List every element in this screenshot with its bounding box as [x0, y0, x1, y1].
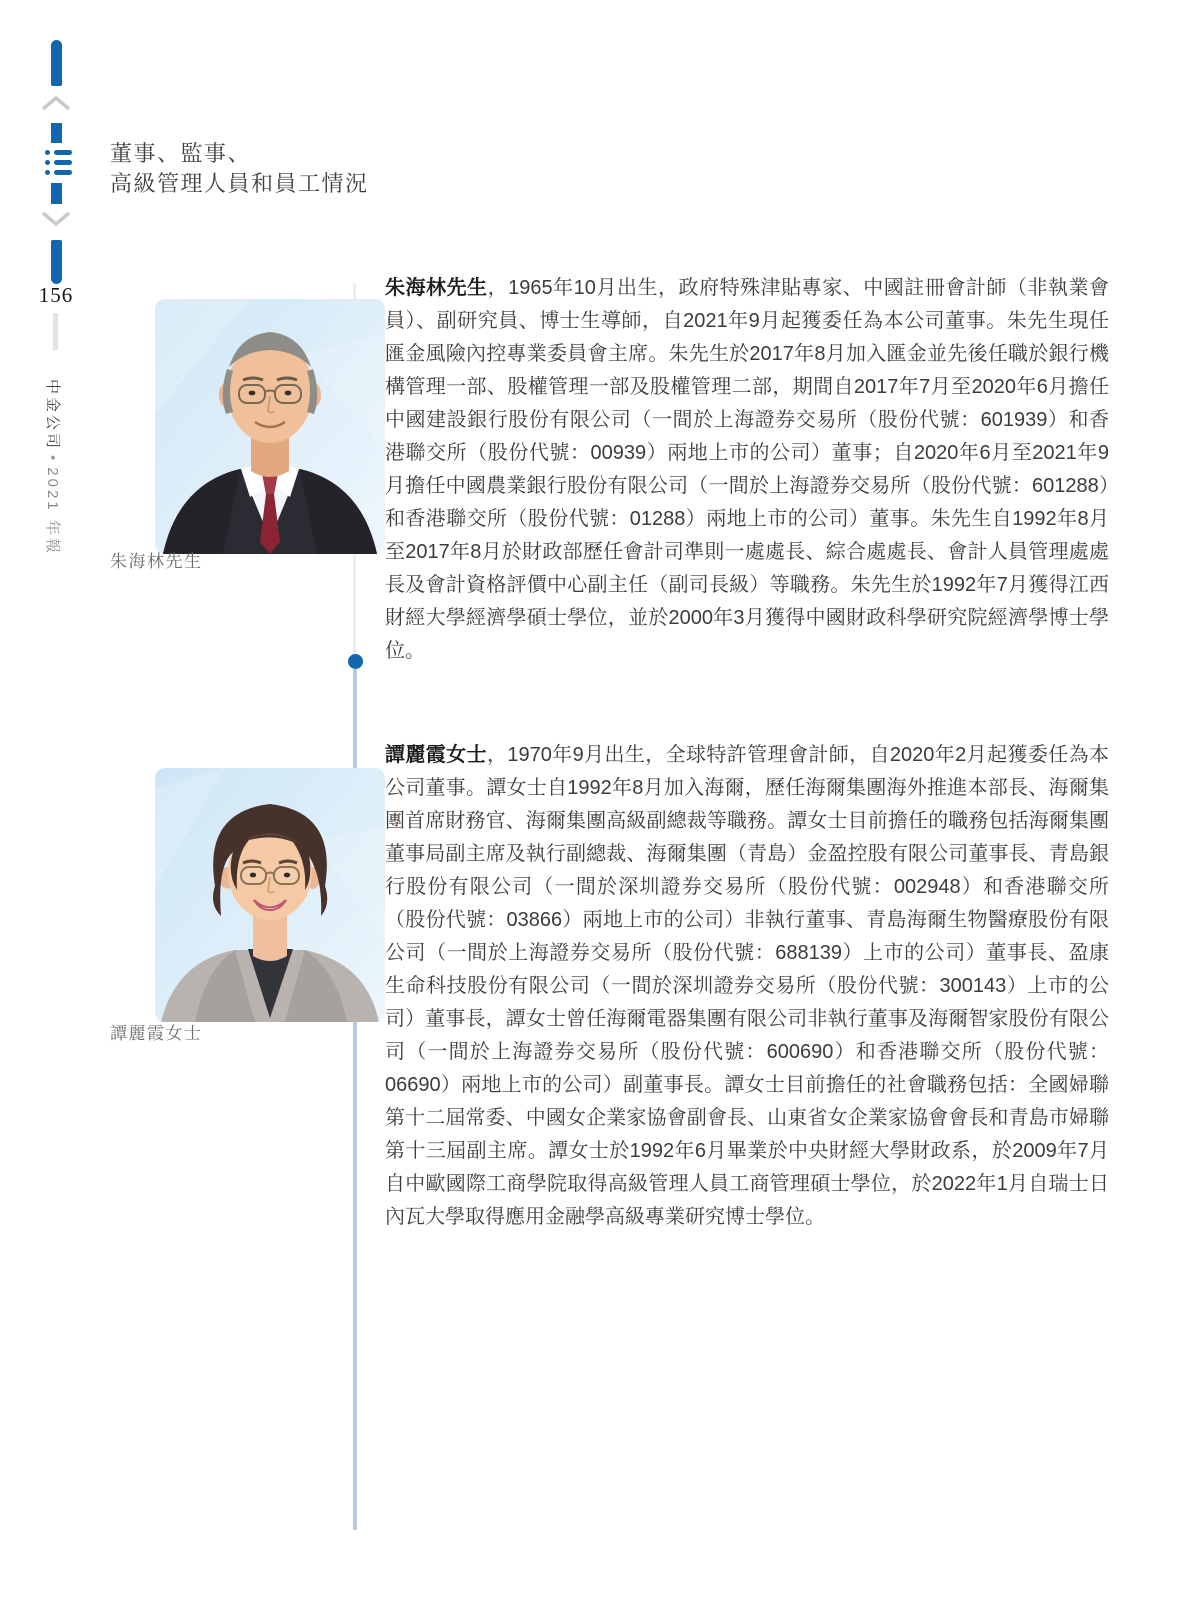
report-year: 2021 年報 [44, 467, 61, 556]
director-name: 譚麗霞女士 [385, 744, 487, 766]
photo-caption: 朱海林先生 [110, 552, 203, 571]
brand-separator: • [44, 455, 61, 464]
timeline-dot-icon [348, 654, 363, 669]
bio-body: ，1970年9月出生，全球特許管理會計師，自2020年2月起獲委任為本公司董事。譚女士自1992年8月加入海爾，歷任海爾集團海外推進本部長、海爾集團首席財務官、海爾集團高級副總裁等職務。譚女士目前擔任的職務包括海爾集團董事局副主席及執行副總裁、海爾集團（青島）金盈控股有限公司董事長、青島銀行股份有限公司（一間於深圳證券交易所（股份代號：002948）和香港聯交所（股份代號：03866）兩地上市的公司）非執行董事、青島海爾生物醫療股份有限公司（一間於上海證券交易所（股份代號：688139）上市的公司）董事長、盈康生命科技股份有限公司（一間於深圳證券交易所（股份代號：300143）上市的公司）董事長，譚女士曾任海爾電器集團有限公司非執行董事及海爾智家股份有限公司（一間於上海證券交易所（股份代號：600690）和香港聯交所（股份代號：06690）兩地上市的公司）副董事長。譚女士目前擔任的社會職務包括：全國婦聯第十二屆常委、中國女企業家協會副會長、山東省女企業家協會會長和青島市婦聯第十三屆副主席。譚女士於1992年6月畢業於中央財經大學財政系，於2009年7月自中歐國際工商學院取得高級管理人員工商管理碩士學位，於2022年1月自瑞士日內瓦大學取得應用金融學高級專業研究博士學位。 [385, 744, 1109, 1228]
section-title [110, 139, 369, 199]
portrait-photo-zhu [155, 299, 385, 554]
brand-name: 中金公司 [44, 379, 61, 452]
photo-caption: 譚麗霞女士 [110, 1024, 203, 1043]
section-title-line2: 高級管理人員和員工情況 [110, 171, 369, 196]
margin-tick [53, 313, 58, 350]
margin-bar [51, 183, 62, 204]
bio-body: ，1965年10月出生，政府特殊津貼專家、中國註冊會計師（非執業會員）、副研究員、博士生導師，自2021年9月起獲委任為本公司董事。朱先生現任匯金風險內控專業委員會主席。朱先生於2017年8月加入匯金並先後任職於銀行機構管理一部、股權管理一部及股權管理二部，期間自2017年7月至2020年6月擔任中國建設銀行股份有限公司（一間於上海證券交易所（股份代號：601939）和香港聯交所（股份代號：00939）兩地上市的公司）董事；自2020年6月至2021年9月擔任中國農業銀行股份有限公司（一間於上海證券交易所（股份代號：601288）和香港聯交所（股份代號：01288）兩地上市的公司）董事。朱先生自1992年8月至2017年8月於財政部歷任會計司準則一處處長、綜合處處長、會計人員管理處處長及會計資格評價中心副主任（副司長級）等職務。朱先生於1992年7月獲得江西財經大學經濟學碩士學位，並於2000年3月獲得中國財政科學研究院經濟學博士學位。 [385, 277, 1109, 662]
section-title-line1: 董事、監事、 [110, 141, 252, 166]
vertical-brand-text [43, 379, 64, 556]
page-number: 156 [38, 283, 74, 307]
margin-bar [51, 123, 62, 143]
margin-bar [51, 240, 62, 284]
margin-bar [51, 40, 62, 86]
portrait-photo-tan [155, 768, 385, 1022]
bio-paragraph [385, 739, 1109, 1234]
director-name: 朱海林先生 [385, 277, 488, 299]
list-menu-icon [45, 150, 75, 176]
chevron-up-icon [41, 95, 71, 111]
bio-paragraph [385, 272, 1109, 668]
chevron-down-icon [41, 211, 71, 227]
